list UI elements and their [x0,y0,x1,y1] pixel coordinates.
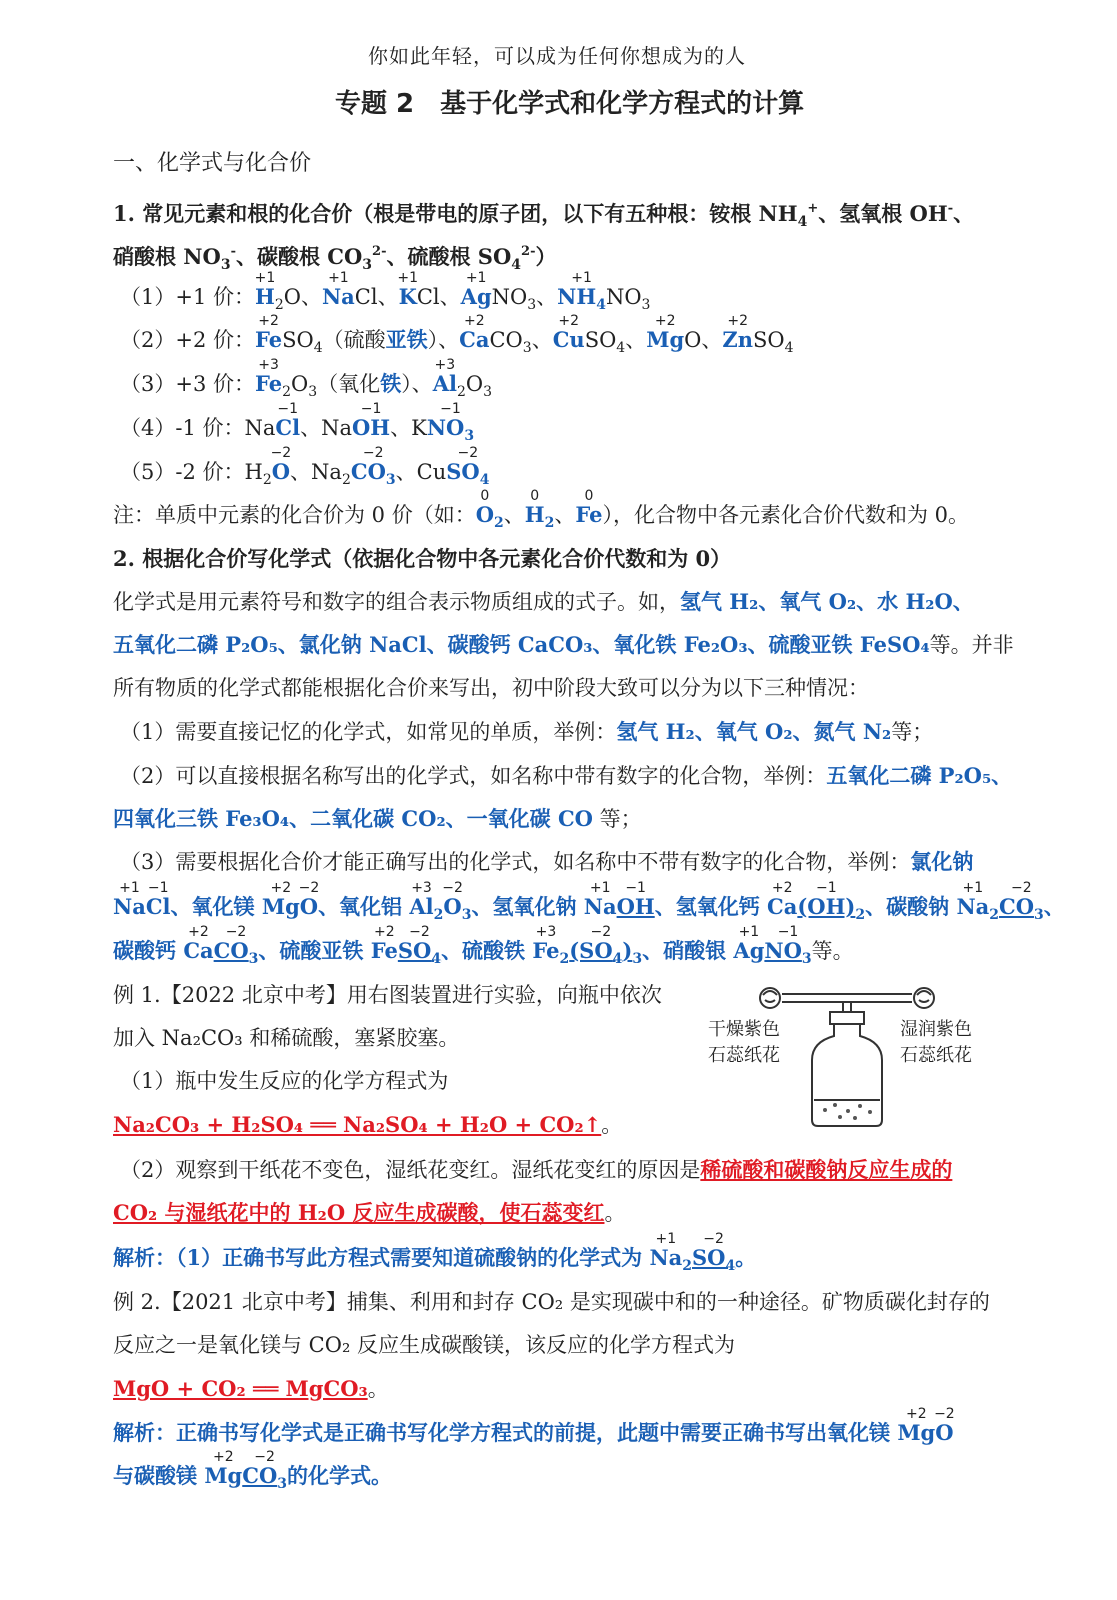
valence-row-4: （4）-1 价：Na−1 Cl、Na−1 OH、K−1 $NO_3$ [120,414,474,450]
case-3-examples-2: 碳酸钙 +2 Ca−2 $CO_3$、硫酸亚铁 +2 Fe−2 $SO_4$、硫酸铁 +3 $Fe_2-2$ $(SO_4)_3$、硝酸银 +1 Ag−1 $NO_3$等。 [113,937,854,973]
valence-row-3: （3）+3 价：+3 $Fe_2O_3$（氧化铁）、+3 $Al_2O_3$ [120,370,492,406]
ex1-q3: （1）瓶中发生反应的化学方程式为 [120,1069,449,1093]
point-1-line-2: 硝酸根 $NO_3^-$、碳酸根 $CO_3^{2-}$、硫酸根 $SO_4^{2-}$） [113,244,557,273]
ex1-q1: 例 1.【2022 北京中考】用右图装置进行实验，向瓶中依次 [113,983,662,1007]
valence-row-5: （5）-2 价：$H_2-2$ O、$Na_2-2$ $CO_3$、Cu−2 $SO_4$ [120,458,489,494]
p2-line-2: 五氧化二磷 P₂O₅、氯化钠 NaCl、碳酸钙 CaCO₃、氧化铁 Fe₂O₃、硫酸亚铁 FeSO₄等。并非 [113,632,1014,657]
case-2-cont: 四氧化三铁 Fe₃O₄、二氧化碳 CO₂、一氧化碳 CO 等； [113,806,642,831]
ex2-q1: 例 2.【2021 北京中考】捕集、利用和封存 CO₂ 是实现碳中和的一种途径。矿物质碳化封存的 [113,1290,990,1314]
ex1-q4: （2）观察到干纸花不变色，湿纸花变红。湿纸花变红的原因是稀硫酸和碳酸钠反应生成的 [120,1157,953,1182]
ex2-analysis-1: 解析：正确书写化学式是正确书写化学方程式的前提，此题中需要正确书写出氧化镁 +2 Mg−2 O [113,1419,954,1447]
p2-line-1: 化学式是用元素符号和数字的组合表示物质组成的式子。如，氢气 H₂、氧气 O₂、水 H₂O、 [113,589,974,614]
note: 注：单质中元素的化合价为 0 价（如：0 $O_2$、0 $H_2$、0 Fe），化合物中各元素化合价代数和为 0。 [113,501,969,537]
ex2-answer: MgO + CO₂ ══ MgCO₃。 [113,1376,389,1401]
case-3: （3）需要根据化合价才能正确写出的化学式，如名称中不带有数字的化合物，举例：氯化钠 [120,849,974,874]
experiment-figure [700,980,1000,1130]
motto: 你如此年轻，可以成为任何你想成为的人 [368,44,746,68]
case-3-examples-1: +1 Na−1 Cl、氧化镁 +2 Mg−2 O、氧化铝 +3 $Al_2-2$ $O_3$、氢氧化钠 +1 Na−1 OH、氢氧化钙 +2 Ca−1 $(OH)_2$、碳酸钠 +1 $Na_2-2$ $CO_3$、 [113,893,1065,929]
valence-row-1: （1）+1 价：+1 $H_2O$、+1 NaCl、+1 KCl、+1 AgNO$_3$、+1 $NH_4NO_3$ [120,283,650,319]
case-1: （1）需要直接记忆的化学式，如常见的单质，举例：氢气 H₂、氧气 O₂、氮气 N₂等； [120,719,934,744]
figure-label-right-1: 湿润紫色 [900,1019,972,1040]
p2-line-3: 所有物质的化学式都能根据化合价来写出，初中阶段大致可以分为以下三种情况： [113,676,869,700]
figure-label-left-1: 干燥紫色 [708,1019,780,1040]
page-title: 专题 2 基于化学式和化学方程式的计算 [335,89,805,119]
valence-row-2: （2）+2 价：+2 FeSO$_4$（硫酸亚铁）、+2 CaCO$_3$、+2 CuSO$_4$、+2 MgO、+2 ZnSO$_4$ [120,326,794,362]
section-heading: 一、化学式与化合价 [113,151,312,176]
ex1-answer-1: Na₂CO₃ + H₂SO₄ ══ Na₂SO₄ + H₂O + CO₂↑。 [113,1112,623,1137]
ex1-q2: 加入 Na₂CO₃ 和稀硫酸，塞紧胶塞。 [113,1026,460,1050]
ex1-analysis: 解析：（1）正确书写此方程式需要知道硫酸钠的化学式为 +1 $Na_2-2$ $SO_4$。 [113,1244,756,1280]
ex1-answer-2: CO₂ 与湿纸花中的 H₂O 反应生成碳酸，使石蕊变红。 [113,1200,626,1225]
point-1-line-1: 1. 常见元素和根的化合价（根是带电的原子团，以下有五种根：铵根 $NH_4^+$、氢氧根 OH-、 [113,201,975,230]
point-2-heading: 2. 根据化合价写化学式（依据化合物中各元素化合价代数和为 0） [113,546,732,571]
figure-label-right-2: 石蕊纸花 [900,1045,972,1066]
case-2: （2）可以直接根据名称写出的化学式，如名称中带有数字的化合物，举例：五氧化二磷 P₂O₅、 [120,763,1013,788]
figure-label-left-2: 石蕊纸花 [708,1045,780,1066]
ex2-q2: 反应之一是氧化镁与 CO₂ 反应生成碳酸镁，该反应的化学方程式为 [113,1333,736,1357]
ex2-analysis-2: 与碳酸镁 +2 Mg−2 $CO_3$的化学式。 [113,1462,392,1498]
